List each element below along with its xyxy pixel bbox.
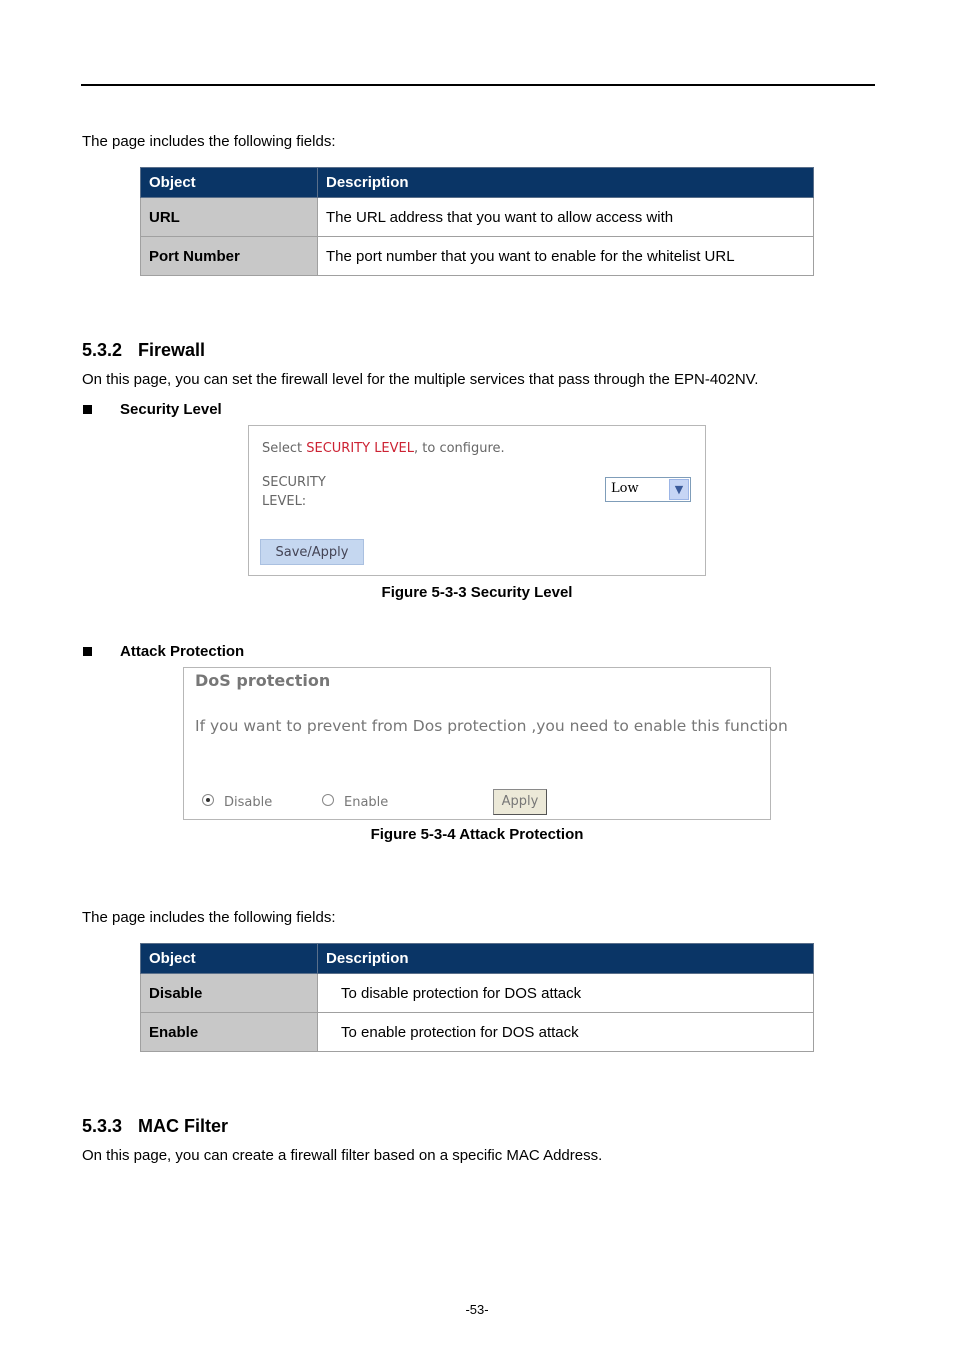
- select-value: Low: [611, 481, 639, 496]
- fields-table-dos: [140, 943, 814, 1052]
- section-number: 5.3.2: [82, 340, 123, 360]
- header-rule: [81, 84, 875, 86]
- caption-attack-protection: Figure 5-3-4 Attack Protection: [370, 826, 584, 843]
- table-row: [141, 237, 814, 276]
- object-cell: Port Number: [141, 237, 318, 276]
- chevron-down-icon[interactable]: ▼: [669, 479, 689, 500]
- description-cell: To enable protection for DOS attack: [318, 1013, 814, 1052]
- bullet-square-icon: [83, 647, 92, 656]
- table-row: [141, 974, 814, 1013]
- security-level-label: [262, 473, 326, 511]
- object-cell: URL: [141, 198, 318, 237]
- apply-button[interactable]: Apply: [493, 789, 547, 815]
- header-description: Description: [318, 944, 814, 974]
- dos-title: DoS protection: [195, 671, 331, 690]
- description-cell: To disable protection for DOS attack: [318, 974, 814, 1013]
- section-heading-firewall: [82, 340, 205, 361]
- security-instruction: [262, 441, 505, 456]
- instruction-highlight: SECURITY LEVEL: [306, 441, 414, 456]
- label-line-1: SECURITY: [262, 475, 326, 490]
- instruction-suffix: , to configure.: [414, 441, 505, 456]
- object-cell: Enable: [141, 1013, 318, 1052]
- table-header-row: [141, 168, 814, 198]
- intro-text-2: The page includes the following fields:: [82, 909, 336, 926]
- label-line-2: LEVEL:: [262, 494, 307, 509]
- fields-table-url: [140, 167, 814, 276]
- section-title: Firewall: [138, 340, 206, 360]
- bullet-label: Attack Protection: [120, 643, 245, 660]
- dos-protection-screenshot: [183, 667, 788, 820]
- security-level-screenshot: [248, 425, 706, 576]
- table-row: [141, 1013, 814, 1052]
- description-cell: The port number that you want to enable for the whitelist URL: [318, 237, 814, 276]
- disable-label: Disable: [224, 795, 273, 810]
- header-object: Object: [141, 944, 318, 974]
- table-row: [141, 198, 814, 237]
- disable-radio[interactable]: [202, 794, 214, 806]
- object-cell: Disable: [141, 974, 318, 1013]
- table-header-row: [141, 944, 814, 974]
- instruction-prefix: Select: [262, 441, 307, 456]
- bullet-square-icon: [83, 405, 92, 414]
- section-number: 5.3.3: [82, 1116, 123, 1136]
- enable-radio[interactable]: [322, 794, 334, 806]
- enable-label: Enable: [344, 795, 389, 810]
- save-apply-button[interactable]: Save/Apply: [260, 539, 364, 565]
- security-level-select[interactable]: [605, 477, 691, 502]
- section-heading-mac-filter: [82, 1116, 228, 1137]
- mac-filter-text: On this page, you can create a firewall filter based on a specific MAC Address.: [82, 1147, 603, 1164]
- header-object: Object: [141, 168, 318, 198]
- bullet-label: Security Level: [120, 401, 222, 418]
- firewall-text: On this page, you can set the firewall level for the multiple services that pass through the EPN-402NV.: [82, 371, 759, 388]
- description-cell: The URL address that you want to allow access with: [318, 198, 814, 237]
- dos-description: If you want to prevent from Dos protection ,you need to enable this function: [195, 717, 788, 735]
- section-title: MAC Filter: [138, 1116, 228, 1136]
- page-number: -53-: [465, 1302, 489, 1317]
- header-description: Description: [318, 168, 814, 198]
- caption-security-level: Figure 5-3-3 Security Level: [381, 584, 573, 601]
- intro-text-1: The page includes the following fields:: [82, 133, 336, 150]
